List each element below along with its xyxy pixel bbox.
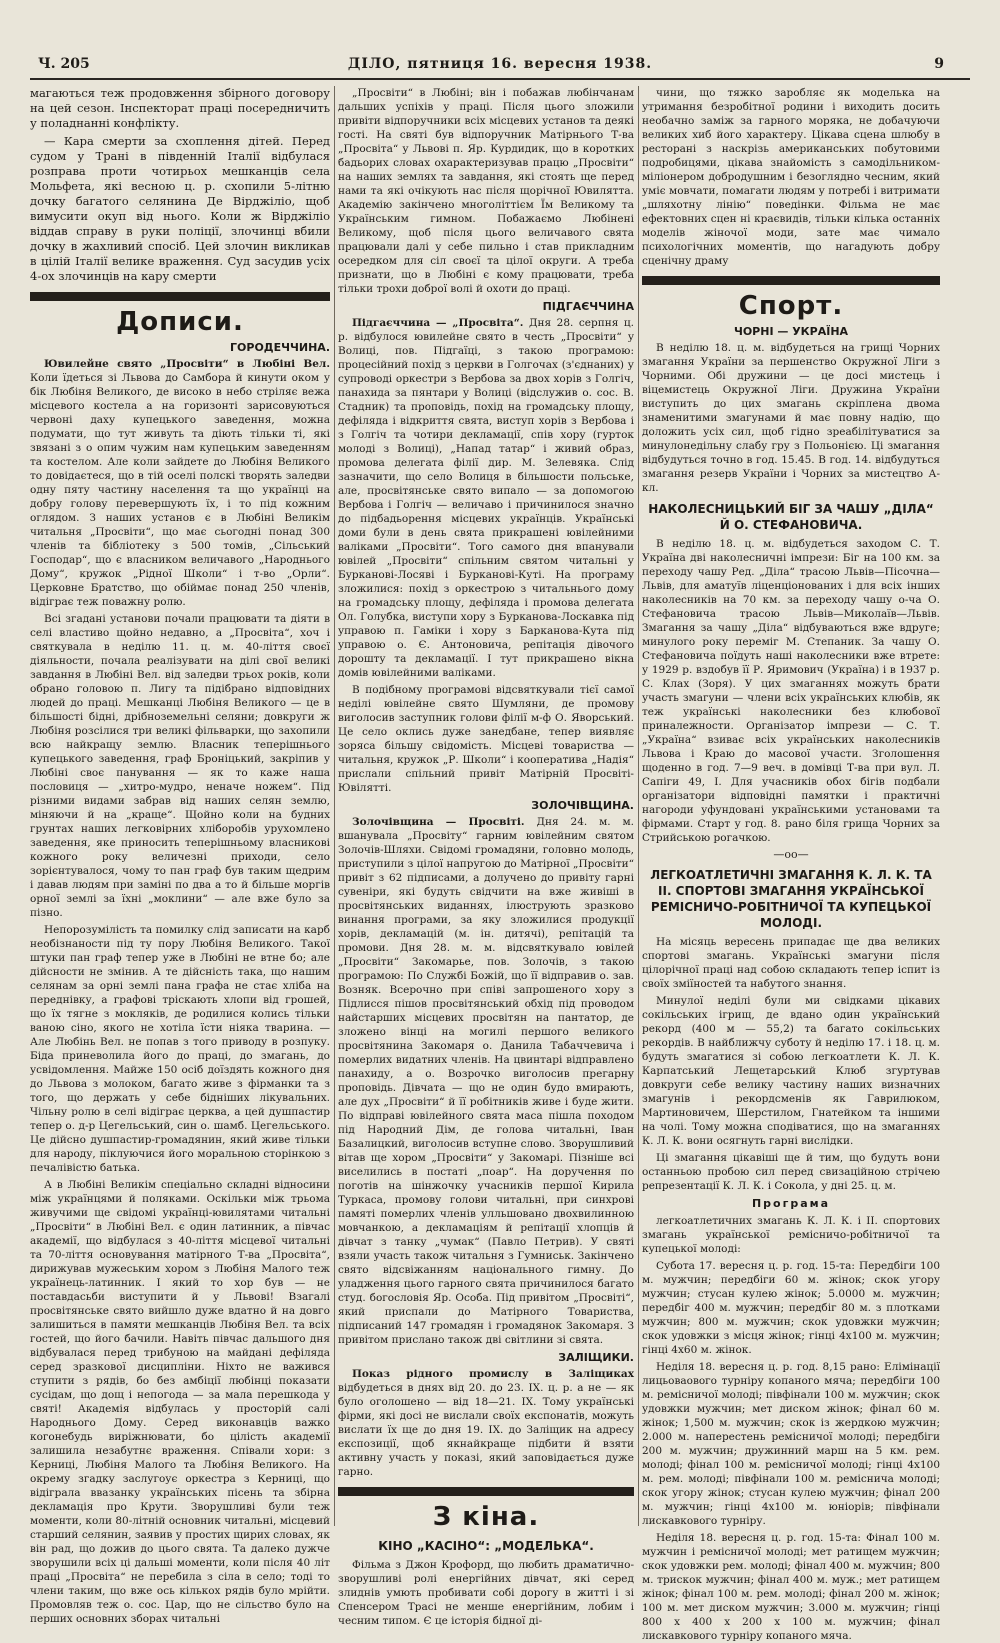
section-rule [30, 292, 330, 301]
article-film: Фільма з Джон Крофорд, що любить драматично-зворушливі ролі енергійних дівчат, які серед злиднів умють пробивати собі дорогу в житті і зі Спенсером Трасі не менше енергійним, лобим і чесним типом. Є це історія бідної ді- [338, 1559, 634, 1627]
article-zolochivshchyna [338, 815, 634, 1347]
place-heading: ЗОЛОЧІВЩИНА. [531, 799, 634, 812]
article-lead: Підгаєччина — „Просвіта“. [352, 317, 524, 329]
program-item: Субота 17. вересня ц. р. год. 15-та: Передбіги 100 м. мужчин; передбіги 60 м. жінок; скок угору мужчин; стусан кулею жінок; 5.0000 м. мужчин; передбіг 400 м. мужчин; передбіг 80 м. з плотками мужчин; 800 м. мужчин; скок удовжки мужчин; скок удовжки з місця жінок; гінці 4х100 м. мужчин; гінці 4х60 м. жінок. [642, 1260, 940, 1356]
article-lead: Золочівщина — Просвіті. [352, 816, 525, 828]
column-divider [638, 86, 639, 1526]
article-paragraph: Ці змагання цікавіші ще й тим, що будуть вони останньою пробою сил перед свизаційною стрічею репрезентації К. Л. К. і Сокола, у дні 25. ц. м. [642, 1152, 940, 1192]
article-pidhaiechchyna [338, 316, 634, 680]
article-paragraph: Непорозумілість та помилку слід записати на карб необізнаности під ту пору Любіня Великого. Такої штуки пан граф тепер уже в Любіні не втне бо; але дійсности не змінив. А те дійсність така, що нашим селянам за орні землі пана графа не стає хліба на переднівку, а графові тріскають хлопи від грошей, що їх тягне з мокляків, де родилися колись тільки ваною сіно, якого не хотіла їсти ніяка тварина. — Але Любінь Вел. не попав з того приводу в розпуку. Біда приневолила його до праці, до змагань, до усвідомлення. Майже 150 осіб доїздять кожного дня до Львова з молоком, багато живе з фірманки та з того, що держать у себе бідніших лікувальних. Чільну ролю в селі відіграє церква, а цей душпастир тепер о. д-р Цегельський, син о. шамб. Цегельського. Це дійсно душпастир-громадянин, який живе тільки для народу, піклуючися його моральною сторінкою з печалівістю батька. [30, 924, 330, 1174]
article-text: Дня 28. серпня ц. р. відбулося ювилейне свято в честь „Просвіти“ у Волиці, пов. Підгаїці, з такою програмою: процесійний похід з церкви в Голгочах (з'єднаних) у супроводі оркестри з Вербова за двох хорів з Голгіч, панахида за пянтари у Волиці (відслужив о. сос. В. Стадник) та проповідь, похід на громадську площу, дефіляда і відкриття свята, виступ хорів з Вербова і з Голгіч та чотири декламації, спів хору (гурток молоді з Волиці), „Напад татар“ і живий образ, промова делегата філії дир. М. Зелевяка. Слід зазначити, що село Волиця в більшости польське, але, просвітянське свято випало — за допомогою Вербова і Голгіч — величаво і причинилося значно до підбадьорення місцевих українців. Українські доми були в день свята прикрашені ювілейними валіками „Просвіти“. Того самого дня впанували ювілей „Просвіти“ спільним святом читальні у Бурканові-Лосяві і Бурканові-Куті. На програму зложилися: похід з оркестрою з читальнього дому на громадську площу, дефіляда і промова делегата Ол. Голубка, виступи хору з Бурканова-Лоскавка під управою п. Гаміки і хору з Барканова-Кута під управою о. Є. Антоновича, репітація дівочого дорошту та декламації. І тут прикрашено вікна домів ювілейними валіками. [338, 317, 634, 679]
article-continuation: магаються теж продовження збірного договору на цей сезон. Інспекторат праці посередничить у поладнанні конфлікту. [30, 86, 330, 130]
masthead-date: ДІЛО, пятниця 16. вересня 1938. [347, 56, 653, 72]
column-1 [30, 86, 330, 1625]
sport-subheading: ЧОРНІ — УКРАЇНА [733, 325, 849, 338]
page-header [30, 50, 970, 80]
column-divider [334, 86, 335, 1526]
place-heading: ПІДГАЄЧЧИНА [542, 300, 634, 313]
athletics-heading: ЛЕГКОАТЛЕТИЧНІ ЗМАГАННЯ К. Л. К. ТА ІІ. СПОРТОВІ ЗМАГАННЯ УКРАЇНСЬКОЇ РЕМІСНИЧО-РОБІТНИЧОЇ ТА КУПЕЦЬКОЇ МОЛОДІ. [650, 868, 932, 930]
article-paragraph: Всі згадані установи почали працювати та діяти в селі властиво щойно недавно, а „Просвіта“, хоч і святкувала в неділю 11. ц. м. 40-ліття своєї діяльности, почала реалізувати на ділі свої великі завдання в Любіні Вел. від заледви трьох років, коли обрано головою п. Лигу та підібрано відповідних людей до праці. Мешканці Любіня Великого — це в більшості бідні, дрібноземельні селяни; довкруги ж Любіня розсілися три великі фільварки, що захопили всю найкращу землю. Власник теперішнього купецького заведення, граф Броніцький, закріпив у Любіні своє панування — як то каже наша пословиця — „хитро-мудро, неначе ножем“. Під різними видами забрав від наших селян землю, міняючи й на „краще“. Щойно коли на будних грунтах наших легковірних хліборобів урухомлено заведення, яке приносить теперішньому власникові кожного року величезні приходи, село зорієнтувалося, чому то пан граф був таким щедрим і давав людям при заміні по два а то й більше моргів орної землі за їхні „моклини“ — але вже було за пізно. [30, 613, 330, 919]
place-heading: ЗАЛІЩИКИ. [558, 1351, 634, 1364]
section-rule [338, 1487, 634, 1496]
article-text: Коли їдеться зі Львова до Самбора й кинути оком у бік Любіня Великого, де високо в небо стріляє вежа місцевого костела а на горизонті зарисовуються червоні даху купецького заведення, можна подумати, що тут живуть та діють тільки ті, які звязані з о опим чужим нам купецьким заведенням та костелом. Але коли зайдете до Любіня Великого то довідаєтеся, що в тій оселі полскі творять заледви одну пяту частину населення та що українці на добру голову перевершують їх, і то під кожним оглядом. З наших установ є в Любіні Великім читальня „Просвіти“, що має сьогодні понад 300 членів та бібліотеку з 500 томів, „Сільський Господар“, що є власником величавого „Народнього Дому“, кружок „Рідної Школи“ і т-во „Орли“. Церковне Братство, що обіймає понад 250 членів, відіграє теж поважну ролю. [30, 372, 330, 608]
cycling-heading: НАКОЛЕСНИЦЬКИЙ БІГ ЗА ЧАШУ „ДІЛА“ Й О. СТЕФАНОВИЧА. [648, 502, 934, 532]
article-cycling: В неділю 18. ц. м. відбудеться заходом С. Т. Україна дві наколесничні імпрези: Біг на 100 км. за переходу чашу Ред. „Діла“ трасою Львів—Пісочна—Львів, для аматуїв ліценціонованих і для всіх інших наколесників на 70 км. за переходу чашу о-ча О. Стефановича трасою Львів—Миколаїв—Львів. Змагання за чашу „Діла“ відбуваються вже вдруге; минулого року переміг М. Степаник. За чашу О. Стефановича поїдуть наші наколесники вже втрете: у 1929 р. вздобув її Р. Яримович (Україна) і в 1937 р. С. Клах (Зоря). У цих змаганнях можуть брати участь змагуни — члени всіх українських клюбів, як теж українські наколесники без клюбової приналежности. Організатор імпрези — С. Т. „Україна“ взиває всіх українських наколесників Львова і Краю до масової участи. Зголошення щоденно в год. 7—9 веч. в домівці Т-ва при вул. Л. Сапіги 49, І. Для учасників обох бігів подбали організатори відповідні памятки і практичні нагороди уфундовані українськими установами та фірмами. Старт у год. 8. рано біля грища Чорних за Стрийською рогачкою. [642, 538, 940, 844]
program-title: Програма [751, 1197, 831, 1210]
place-heading: ГОРОДЕЧЧИНА. [230, 341, 330, 354]
page-number: 9 [934, 56, 944, 72]
issue-number: Ч. 205 [38, 56, 90, 72]
article-death-penalty: — Кара смерти за схоплення дітей. Перед судом у Трані в південній Італії відбулася розправа проти чотирьох мешканців села Мольфета, які весною ц. р. схопили 5-літню дочку багатого селянина Де Вірджіліо, щоб вимусити окуп від нього. Коли ж Вірджіліо віддав справу в руки поліції, злочинці вбили дочку в жахливий спосіб. Цей злочин викликав в цілій Італії велике враження. Суд засудив усіх 4-ох злочинців на кару смерти [30, 134, 330, 283]
article-paragraph: Минулої неділі були ми свідками цікавих сокільських ігрищ, де вдано один український рекорд (400 м — 55,2) та багато сокільських рекордів. В найближчу суботу й неділю 17. і 18. ц. м. будуть змагатися зі собою легкоатлети К. Л. К. Карпатський Лещетарський Клюб згуртував довкруги себе велику частину наших визначних змагунів і рекордсменів як Гаврилюком, Мартиновичем, Шерстилом, Гнатейком та іншими на чолі. Тому можна сподіватися, що на змаганнях К. Л. К. вони осягнуть гарні вислідки. [642, 995, 940, 1147]
program-intro: легкоатлетичних змагань К. Л. К. і ІІ. спортових змагань української ремісничо-робітничої та купецької молоді: [642, 1215, 940, 1255]
article-athletics: На місяць вересень припадає ще два великих спортові змагань. Українські змагуни після цілорічної праці над собою складають тепер іспит із своїх зміїностей та набутого знання. [642, 936, 940, 990]
article-lead: Ювилейне свято „Просвіти“ в Любіні Вел. [44, 358, 330, 370]
article-text: відбудеться в днях від 20. до 23. IX. ц. р. а не — як було оголошено — від 18—21. IX. Тому українські фірми, які досі не вислали своїх експонатів, можуть вислати їх ще до дня 19. IX. до Заліщик на адресу експозиції, щоб якнайкраще підбити й взяти активну участь у показі, який заповідається дуже гарно. [338, 1382, 634, 1478]
article-continuation: „Просвіти“ в Любіні; він і побажав любінчанам дальших успіхів у праці. Після цього зложили привіти відпоручники всіх місцевих установ та деякі гості. На святі був відпоручник Матірнього Т-ва „Просвіта“ у Львові п. Яр. Курдидик, що в коротких бадьорих словах охарактеризував працю „Просвіти“ на наших землях та завдання, які стоять ще перед нами та які очікують нас після щорічної Ювилятта. Академію закінчено многоліттієм Їм Великому та Українським гимном. Побажаємо Любінені Великому, щоб після цього величавого свята працювали далі у себе пильно і став прикладним осередком для сіл своєї та цілої округи. А треба признати, що в Любіні є кому працювати, треба тільки трохи доброї волі й охоти до праці. [338, 87, 634, 295]
column-3 [642, 86, 940, 1642]
article-lead: Показ рідного промислу в Заліщиках [352, 1368, 634, 1380]
article-lubin [30, 357, 330, 609]
divider-mark: —оо— [773, 848, 809, 861]
section-title-sport: Спорт. [738, 291, 844, 321]
program-item: Неділя 18. вересня ц. р. год. 15-та: Фінал 100 м. мужчин і ремісничої молоді; мет ратищем мужчин; скок удовжки рем. молоді; фінал 400 м. мужчин; 800 м. трискок мужчин; фінал 400 м. муж.; мет ратищем жінок; фінал 100 м. рем. молоді; фінал 200 м. жінок; 100 м. мет диском мужчин; 3.000 м. мужчин; гінці 800 х 400 х 200 х 100 м. мужчин; фінал лискавкового турніру копаного мяча. [642, 1532, 940, 1642]
article-paragraph: А в Любіні Великім спеціально складні відносини між українцями й поляками. Оскільки між трьома живучими ще свідомі українці-ювилятами читальні „Просвіти“ в Любіні Вел. є один латинник, а півчас академії, що відбулася з 40-ліття місцевої читальні та 70-ліття основування матірного Т-ва „Просвіта“, дирижував мужеським хором з Любіня Малого теж українець-латинник. І який то хор був — не поставдасьби виступити й у Львові! Взагалі просвітянське свято вийшло дуже вдатно й на довго залишиться в памяти мешканців Любіня Вел. та всіх гостей, що його бачили. Навіть півчас дальшого дня відбувалася перед трибуною на майдані дефіляда серед зразкової дисципліни. Ніхто не важився ступити з рядів, бо без амбіції любінці показати сусідам, що дощ і непогода — за мала перешкода у святі! Академія відбулась у просторій салі Народнього Дому. Серед виконавців важко когонебудь виріжнювати, бо цілість академії залишила незабутнє враження. Співали хори: з Керниці, Любіня Малого та Любіня Великого. На окрему згадку заслугоує оркестра з Керниці, що відіграла ввазанку українських пісень та збірна декламація про Крути. Зворушливі були теж моменти, коли 80-літній основник читальні, місцевий старший селянин, заявив у простих щирих словах, як він рад, що дожив до цього свята. Та далеко дужче зворушили всіх ці дальші моменти, коли після 40 літ праці „Просвіта“ не перебила з сіла в село; тоді то члени таким, що вже ось кількох рядів було мрійти. Промовляв теж о. сос. Цар, що не сільство було на перших основних зборах читальні [30, 1179, 330, 1625]
section-rule [642, 276, 940, 285]
film-heading: КІНО „КАСІНО“: „МОДЕЛЬКА“. [378, 1539, 594, 1553]
article-football: В неділю 18. ц. м. відбудеться на грищі Чорних змагання України за першенство Окружної Ліги з Чорними. Обі дружини — це досі мистець і віцемистець Окружної Ліги. Дружина України виступить до цих змагань скріплена двома знаменитими змагунами й має повну надію, що доложить усіх сил, щоб гідно зреабілітуватися за минулонедільну слабу гру з Польонією. Ці змагання відбудуться точно в год. 15.45. В год. 14. відбудуться змагання резерв України і Чорних за мистецтво А-кл. [642, 342, 940, 494]
article-continuation: чини, що тяжко заробляє як моделька на утримання безробітної родини і виходить досить необачно заміж за гарного моряка, не добачуючи великих хиб його характеру. Цікава сцена шлюбу в ресторані з наскрізь американських побутовими подробицями, цікава знайомість з самодільником-міліонером добродушним і безоглядно чесним, який уміє мовчати, помагати людям у потребі і витримати „шляхотну лінію“ поведінки. Фільма не має ефектовних сцен ні краєвидів, тільки кілька останніх моделів жіночої моди, зате має чимало психологічних моментів, що нагадують добру сценічну драму [642, 87, 940, 267]
article-paragraph: В подібному програмові відсвяткували тієї самої неділі ювілейне свято Шумляни, де промову виголосив заступник голови філії м-ф О. Яворський. Це село оклись дуже занедбане, тепер виявляє зоряса більшу свідомість. Місцеві товариства — читальня, кружок „Р. Школи“ і кооператива „Надія“ прислали спільний привіт Матірній Просвіті-Ювілятті. [338, 684, 634, 794]
article-text: Дня 24. м. м. вшанувала „Просвіту“ гарним ювілейним святом Золочів-Шляхи. Свідомі громадяни, головно молодь, приступили з цілої напругою до Матірної „Просвіти“ привіт з 62 підписами, а долучено до привіту гарні сувеніри, які будуть свідчити на вже живіші в просвітянських виданнях, ілюструють зразково винання програми, за яку зложилися продукції хорів, декламацій (м. ін. дитячі), репітацій та промови. Дня 28. м. м. відсвяткувало ювілей „Просвіти“ Закомарье, пов. Золочів, з такою програмою: По Службі Божій, що її відправив о. зав. Возняк. Всерочно при співі запрошеного хору з Підлисся пішов просвітянський обхід під проводом найстарших місцевих просвітян на пантатор, де зложено вінці на могилі першого великого просвітянина Закомаря о. Данила Табаччевича і померлих видатних членів. На цвинтарі відправлено панахиду, а о. Возрочко виголосив прегарну проповідь. Дівчата — що не один будо вмирають, але дух „Просвіти“ й її робітників живе і буде жити. По відправі ювілейного свята маса пішла походом під Народний Дім, де голова читальні, Іван Базалицкий, виголосив вступне слово. Зворушливий вітав ще хором „Просвіти“ у Закомарі. Пізніше всі виселились в постаті „поар“. На доручення по поготів на шінжочку учасників першої Кирила Туркаса, промову голови читальні, при синхрові памяті померлих членів улльшовано двохвилинною мовчанкою, а декламаціям й репітації хлопців й дівчат з танку „чумак“ (Павло Петрив). У святі взяли участь також читальня з Гумниськ. Закінчено свято відсвіжанням національного гимну. До уладження цього гарного свята причинилося багато студ. богословія Яр. Особа. Під привітом „Просвіті“, який приспали до Матірного Товариства, підписаний 147 громадян і громадянок Закомаря. З привітом прислано також дві світлини зі свята. [338, 816, 634, 1346]
article-zalishchyky [338, 1367, 634, 1479]
section-title-kino: З кіна. [432, 1502, 540, 1532]
program-item: Неділя 18. вересня ц. р. год. 8,15 рано: Елімінації лицьоваового турніру копаного мяча; передбіги 100 м. ремісничої молоді; півфінали 100 м. мужчин; скок удовжки мужчин; мет диском жінок; фінал 60 м. жінок; 1,500 м. мужчин; скок із жердкою мужчин; 2.000 м. наперестень ремісничої молоді; передбіги 200 м. мужчин; дружинний марш на 5 км. рем. молоді; фінал 100 м. ремісничої молоді; гінці 4х100 м. рем. молоді; півфінали 100 м. реміснича молоді; скок угору жінок; стусан кулею мужчин; фінал 200 м. мужчин; гінці 4х100 м. юніорів; півфінали лискавкового турніру. [642, 1361, 940, 1527]
column-2 [338, 86, 634, 1627]
section-title-dopysy: Дописи. [116, 307, 244, 337]
